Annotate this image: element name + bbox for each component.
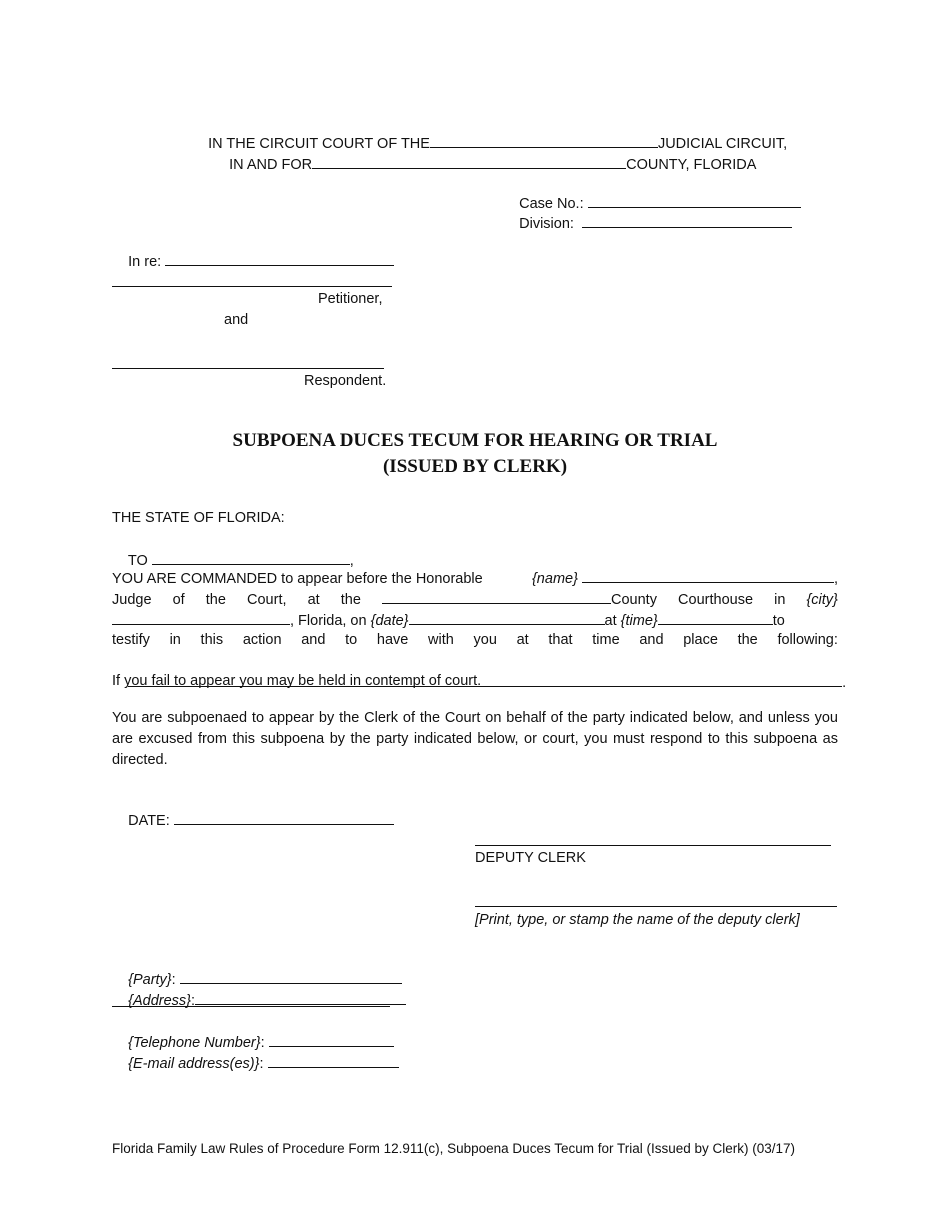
form-title-line2: (ISSUED BY CLERK) <box>382 456 568 477</box>
division-field[interactable] <box>582 212 792 228</box>
colon: : <box>191 993 196 1009</box>
word: at <box>307 592 320 608</box>
word: the <box>340 592 361 608</box>
date-field[interactable] <box>409 609 605 625</box>
in-re-line <box>112 230 394 292</box>
command-line-1 <box>112 567 838 589</box>
state-label: THE STATE OF FLORIDA: <box>112 510 285 526</box>
deputy-clerk-signature-field[interactable] <box>475 845 831 846</box>
to-label: TO <box>127 553 148 569</box>
deputy-clerk-name-field[interactable] <box>475 906 837 907</box>
word: you <box>473 632 497 648</box>
division-line <box>503 192 792 254</box>
word: in <box>169 632 181 648</box>
to-text: to <box>772 613 785 629</box>
word: in <box>774 592 786 608</box>
email-line <box>112 1032 399 1094</box>
command-line-3 <box>112 609 838 631</box>
word: the <box>737 632 758 648</box>
to-suffix: , <box>349 553 354 569</box>
word: and <box>301 632 326 648</box>
telephone-label: {Telephone Number} <box>128 1035 261 1051</box>
print-name-label <box>475 910 800 930</box>
colon: : <box>259 1056 264 1072</box>
case-no-label: Case No.: <box>519 196 584 212</box>
party-label: {Party} <box>128 972 172 988</box>
in-re-field[interactable] <box>165 250 394 266</box>
name-placeholder: {name} <box>531 571 578 587</box>
period: . <box>842 675 847 691</box>
florida-on-text: , Florida, on <box>290 613 367 629</box>
word: the <box>205 592 226 608</box>
word: Court, <box>247 592 287 608</box>
address-field-line2[interactable] <box>112 1006 390 1007</box>
at-text: at <box>604 613 617 629</box>
word: at <box>516 632 529 648</box>
command-text: YOU ARE COMMANDED to appear before the Honorable <box>112 571 483 587</box>
word: place <box>683 632 718 648</box>
petitioner-field[interactable] <box>112 286 392 287</box>
county-line-suffix: COUNTY, FLORIDA <box>626 157 757 173</box>
word: this <box>200 632 224 648</box>
word: that <box>548 632 573 648</box>
county-courthouse-field[interactable] <box>382 588 611 604</box>
print-name-text: [Print, type, or stamp the name of the deputy clerk] <box>475 912 800 928</box>
court-line-prefix: IN THE CIRCUIT COURT OF THE <box>208 136 430 152</box>
date-label: DATE: <box>128 813 170 829</box>
judge-name-field[interactable] <box>582 567 834 583</box>
city-placeholder: {city} <box>806 592 838 608</box>
county-line-prefix: IN AND FOR <box>229 157 313 173</box>
comma: , <box>833 571 838 587</box>
word: to <box>345 632 358 648</box>
date-line <box>112 789 394 851</box>
court-line-suffix: JUDICIAL CIRCUIT, <box>657 136 788 152</box>
form-footer: Florida Family Law Rules of Procedure Form 12.911(c), Subpoena Duces Tecum for Trial (Issued by Clerk) (03/17) <box>112 1141 796 1156</box>
time-field[interactable] <box>658 609 773 625</box>
word: following: <box>777 632 838 648</box>
petitioner-label: Petitioner, <box>318 291 383 307</box>
respondent-label: Respondent. <box>304 373 387 389</box>
division-label: Division: <box>519 216 574 232</box>
word: of <box>172 592 185 608</box>
city-field[interactable] <box>112 609 290 625</box>
in-re-label: In re: <box>128 254 162 270</box>
deputy-clerk-label: DEPUTY CLERK <box>475 850 586 866</box>
subpoenaed-paragraph: You are subpoenaed to appear by the Clerk of the Court on behalf of the party indicated below, and unless you are excused from this subpoena by the party indicated below, or court, you must respond to this subpoena as directed. <box>112 710 838 768</box>
command-line-2 <box>112 588 838 610</box>
email-field[interactable] <box>268 1052 399 1068</box>
word: testify <box>112 632 150 648</box>
command-line-4 <box>112 630 838 650</box>
date-placeholder: {date} <box>370 613 409 629</box>
address-label: {Address} <box>128 993 192 1009</box>
word: Judge <box>112 592 152 608</box>
to-field[interactable] <box>152 549 350 565</box>
time-placeholder: {time} <box>620 613 658 629</box>
word: Courthouse <box>678 592 754 608</box>
county-field[interactable] <box>312 153 626 169</box>
email-label: {E-mail address(es)} <box>128 1056 260 1072</box>
address-field[interactable] <box>195 989 406 1005</box>
word: time <box>592 632 620 648</box>
word: action <box>242 632 282 648</box>
contempt-warning: If you fail to appear you may be held in contempt of court. <box>112 673 482 689</box>
form-title-line1: SUBPOENA DUCES TECUM FOR HEARING OR TRIAL <box>232 430 718 451</box>
word: and <box>639 632 664 648</box>
colon: : <box>171 972 176 988</box>
colon: : <box>260 1035 265 1051</box>
word: with <box>428 632 454 648</box>
word: County <box>611 592 657 608</box>
signature-date-field[interactable] <box>174 809 394 825</box>
and-label: and <box>224 312 249 328</box>
word: have <box>376 632 409 648</box>
respondent-field[interactable] <box>112 368 384 369</box>
